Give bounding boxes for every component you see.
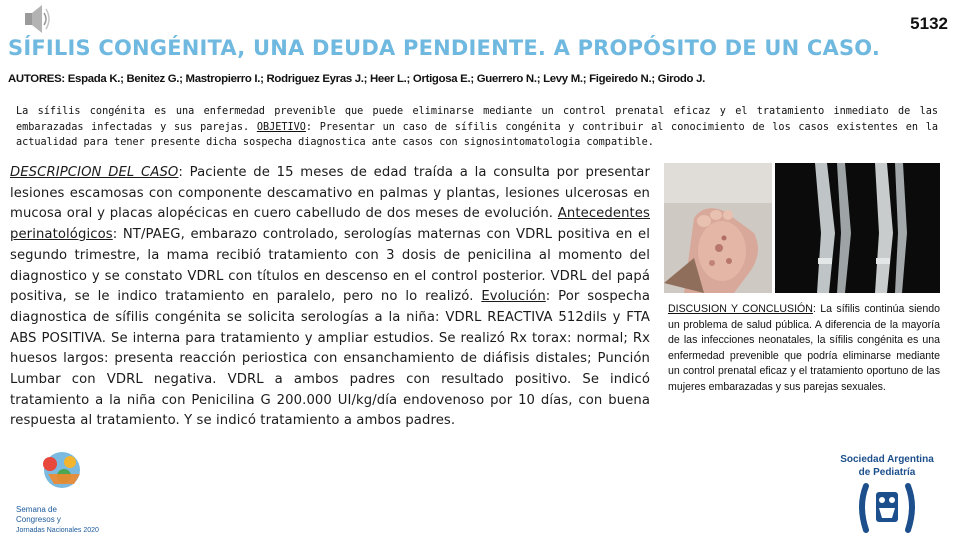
sap-emblem-icon: [862, 486, 912, 530]
sap-line-1: Sociedad Argentina: [840, 454, 934, 465]
long-bones-xray: [775, 163, 940, 293]
congress-line-1: Semana de: [16, 505, 57, 514]
sap-logo: [820, 448, 954, 540]
clinical-foot-photo: [664, 163, 772, 293]
poster-title: SÍFILIS CONGÉNITA, UNA DEUDA PENDIENTE. A PROPÓSITO DE UN CASO.: [8, 36, 881, 60]
abstract-paragraph: [16, 104, 938, 151]
abstract-intro: La sífilis congénita es una enfermedad prevenible que puede eliminarse mediante un control prenatal eficaz y el tratamiento inmediato de las embarazadas infectadas y sus parejas.: [16, 106, 938, 133]
congress-line-2: Congresos y: [16, 515, 61, 524]
case-text-1: : Paciente de 15 meses de edad traída a la consulta por presentar lesiones escamosas con componente descamativo en palmas y plantas, lesiones ulcerosas en mucosa oral y placas alopécicas en cuero cabelludo de dos meses de evolución.: [10, 165, 650, 222]
congress-line-3: Jornadas Nacionales 2020: [16, 527, 99, 534]
case-text-2: : NT/PAEG, embarazo controlado, serologías maternas con VDRL positiva en el segundo trimestre, la mama recibió tratamiento con 3 dosis de penicilina al momento del diagnostico y se constato VDRL con títulos en descenso en el control posterior. VDRL del papá positiva, se le indico tratamiento en paralelo, pero no lo realizó.: [10, 227, 650, 305]
evolucion-label: Evolución: [481, 289, 546, 305]
authors-line: AUTORES: Espada K.; Benitez G.; Mastropierro I.; Rodriguez Eyras J.; Heer L.; Ortigosa E.; Guerrero N.; Levy M.; Figeiredo N.; Girodo J.: [8, 73, 705, 85]
case-description: [10, 163, 650, 432]
sap-line-2: de Pediatría: [858, 467, 916, 478]
poster-id: 5132: [910, 14, 948, 33]
discussion-conclusion: [668, 302, 940, 396]
case-text-3: : Por sospecha diagnostica de sífilis congénita se solicita serologías a la niña: VDRL REACTIVA 512dils y FTA ABS POSITIVA. Se interna para tratamiento y ampliar estudios. Se realizó Rx torax: normal; Rx huesos largos: presenta reacción periostica con ensanchamiento de diáfisis distales; Punción Lumbar con VDRL negativa. VDRL a ambos padres con resultado positivo. Se indicó tratamiento a la niña con Penicilina G 200.000 UI/kg/día endovenoso por 10 días, con buena respuesta al tratamiento. Y se indicó tratamiento a ambos padres.: [10, 289, 651, 429]
antecedentes-label: Antecedentes perinatológicos: [10, 206, 650, 243]
congress-logo: [10, 450, 140, 540]
objective-label: OBJETIVO: [256, 121, 306, 133]
objective-text: : Presentar un caso de sífilis congénita y contribuir al conocimiento de los casos existentes en la actualidad para tener presente dicha sospecha diagnostica ante casos con signosintomatologia compatible.: [16, 121, 938, 148]
case-heading: DESCRIPCION DEL CASO: [10, 165, 179, 180]
discussion-text: : La sífilis continúa siendo un problema de salud pública. A diferencia de la mayoría de las infecciones neonatales, la sífilis congénita es una enfermedad prevenible que podría eliminarse mediante un control prenatal eficaz y el tratamiento oportuno de las mujeres embarazadas y sus parejas sexuales.: [668, 303, 940, 393]
speaker-icon[interactable]: [24, 2, 50, 36]
discussion-label: DISCUSION Y CONCLUSIÓN: [668, 303, 813, 315]
